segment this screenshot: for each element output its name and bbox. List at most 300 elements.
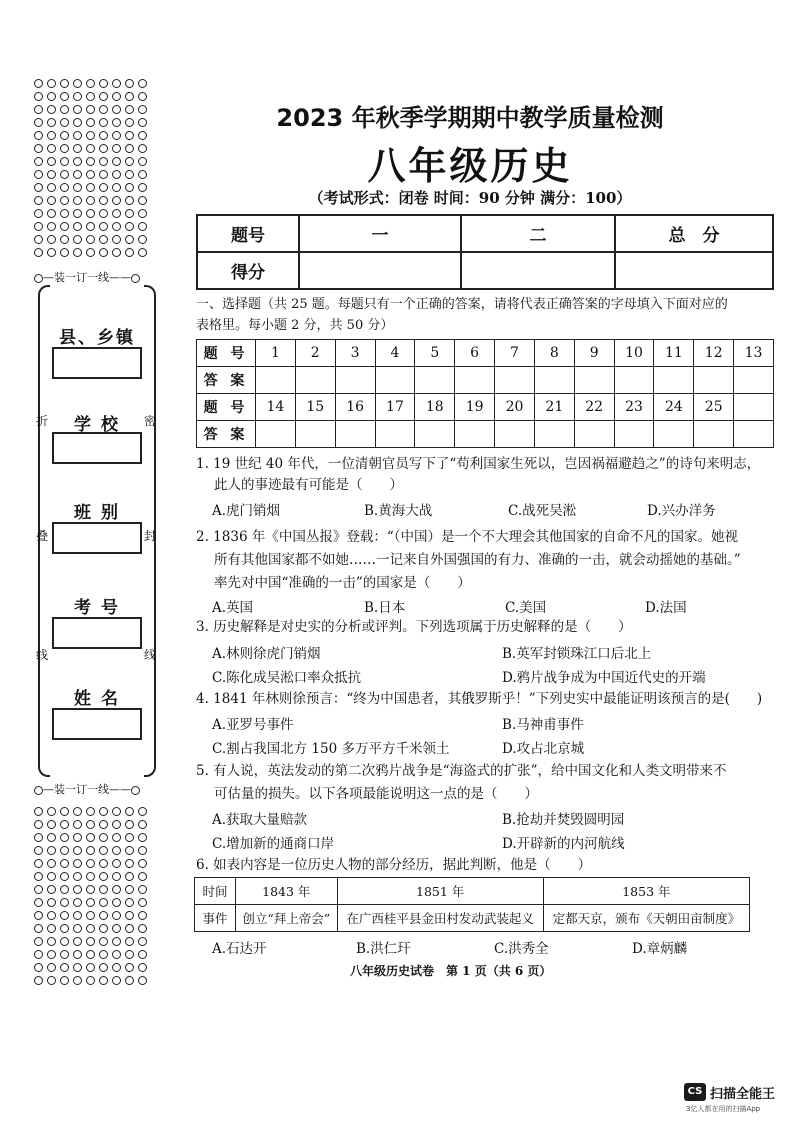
binding-dot [73,833,82,842]
score-cell-section2[interactable] [461,252,615,289]
binding-dot [112,963,121,972]
q2-option-b: B.日本 [364,600,406,616]
binding-dot [34,170,43,179]
binding-dot [47,950,56,959]
answer-cell[interactable] [534,421,574,448]
binding-dot [86,911,95,920]
field-box-name[interactable] [52,708,142,740]
binding-dot [125,859,134,868]
binding-dot [73,79,82,88]
answer-cell[interactable] [574,421,614,448]
binding-dot [138,937,147,946]
binding-dot-pattern-top [33,78,151,258]
q4-option-b: B.马神甫事件 [502,717,584,733]
binding-line-text: 装一订一线 [54,783,109,796]
binding-dot [73,872,82,881]
binding-dot [34,235,43,244]
side-char-stack: 叠 [36,529,49,543]
binding-dot [47,92,56,101]
binding-dot [125,846,134,855]
field-box-school[interactable] [52,432,142,464]
answer-cell[interactable] [614,421,654,448]
binding-dot [86,131,95,140]
exam-subject: 八年级历史 [367,143,573,188]
q1-option-d: D.兴办洋务 [647,503,716,519]
q6-option-b: B.洪仁玕 [356,941,411,957]
binding-dot [138,898,147,907]
binding-dot [34,118,43,127]
binding-dot [125,235,134,244]
binding-dot [112,976,121,985]
binding-dot [86,248,95,257]
binding-dot [34,248,43,257]
answer-cell[interactable] [574,367,614,394]
q6-option-d: D.章炳麟 [632,941,688,957]
binding-dot [138,157,147,166]
field-box-exam-number[interactable] [52,617,142,649]
field-label-county: 县、乡镇 [59,328,135,348]
q5-stem-line1: 5. 有人说，英法发动的第二次鸦片战争是“海盗式的扩张”，给中国文化和人类文明带来不 [196,763,727,779]
q1-option-a: A.虎门销烟 [212,503,281,519]
binding-dot [112,209,121,218]
q2-stem-line1: 2. 1836 年《中国丛报》登载：“（中国）是一个不大理会其他国家的自命不凡的国家。她视 [196,529,738,545]
binding-dot [99,898,108,907]
answer-cell[interactable] [694,421,734,448]
binding-dot [47,963,56,972]
binding-dot [86,209,95,218]
binding-dot [60,885,69,894]
q6-table [194,877,750,932]
binding-dot [125,183,134,192]
answer-question-number: 16 [335,394,375,421]
binding-dot [99,911,108,920]
binding-dot [47,807,56,816]
binding-dot [99,820,108,829]
section1-instruction-line2: 表格里。每小题 2 分，共 50 分） [196,318,394,333]
binding-dot [138,105,147,114]
q2-stem-line3: 率先对中国“准确的一击”的国家是（ ） [214,575,471,591]
answer-cell[interactable] [415,421,455,448]
score-cell-total[interactable] [615,252,773,289]
answer-question-number: 21 [534,394,574,421]
answer-question-number: 11 [654,340,694,367]
binding-dot [138,170,147,179]
binding-dot [47,937,56,946]
answer-table [196,339,774,448]
binding-dot [34,911,43,920]
binding-dot [125,131,134,140]
score-cell-section1[interactable] [299,252,461,289]
answer-cell[interactable] [295,367,335,394]
binding-dot [112,807,121,816]
binding-dot [112,144,121,153]
answer-question-number: 19 [455,394,495,421]
answer-cell[interactable] [694,367,734,394]
exam-title: 2023 年秋季学期期中教学质量检测 [276,104,664,132]
binding-dot [73,950,82,959]
answer-question-number: 15 [295,394,335,421]
exam-info: （考试形式：闭卷 时间：90 分钟 满分：100） [308,189,632,207]
binding-dot [86,885,95,894]
binding-dot [86,924,95,933]
binding-dot [125,820,134,829]
binding-dot [47,924,56,933]
section1-instruction-line1: 一、选择题（共 25 题。每题只有一个正确的答案，请将代表正确答案的字母填入下面对应的 [196,297,728,312]
field-box-county[interactable] [52,347,142,379]
binding-dot [47,131,56,140]
q3-option-b: B.英军封锁珠江口后北上 [502,646,652,662]
binding-dot [34,157,43,166]
answer-cell[interactable] [495,367,535,394]
binding-dot [60,196,69,205]
answer-cell[interactable] [734,367,774,394]
binding-dot [34,976,43,985]
binding-dot [34,833,43,842]
binding-dot [60,898,69,907]
binding-dot [125,196,134,205]
score-header-section1: 一 [299,215,461,252]
answer-cell[interactable] [415,367,455,394]
answer-cell[interactable] [256,421,296,448]
binding-dot [34,859,43,868]
side-char-fold: 折 [36,414,49,428]
q3-option-a: A.林则徐虎门销烟 [212,646,321,662]
binding-dot [34,885,43,894]
binding-dot [60,833,69,842]
answer-table-row [197,367,774,394]
answer-cell[interactable] [614,367,654,394]
binding-dot [73,209,82,218]
answer-question-number: 7 [495,340,535,367]
binding-dot [99,144,108,153]
answer-table-row [197,340,774,367]
binding-dot [86,105,95,114]
q6-year-1851: 1851 年 [337,878,543,905]
binding-dot [99,872,108,881]
binding-dot [112,924,121,933]
binding-line-text: 装一订一线 [54,271,109,284]
binding-dot [47,859,56,868]
binding-dot [34,872,43,881]
binding-dot [86,235,95,244]
binding-dot [60,924,69,933]
binding-dot [60,118,69,127]
binding-dot [125,924,134,933]
binding-dot [60,937,69,946]
binding-dot [138,846,147,855]
q6-option-c: C.洪秀全 [494,941,549,957]
binding-dot [125,105,134,114]
binding-dot [138,144,147,153]
binding-dot [86,898,95,907]
binding-dot [86,859,95,868]
binding-dot [138,859,147,868]
binding-line-top: —装一订一线—— [34,269,152,285]
binding-dot [34,209,43,218]
binding-dot [60,859,69,868]
answer-cell[interactable] [734,421,774,448]
binding-dot [138,79,147,88]
answer-cell[interactable] [295,421,335,448]
binding-dot [60,807,69,816]
binding-dot [112,170,121,179]
binding-dot [99,209,108,218]
binding-dot [99,846,108,855]
answer-question-number: 4 [375,340,415,367]
binding-dot [86,963,95,972]
side-char-line-right: 线 [144,648,157,662]
binding-dot [125,976,134,985]
binding-dot [60,131,69,140]
answer-cell[interactable] [495,421,535,448]
answer-question-number: 20 [495,394,535,421]
binding-dot [47,170,56,179]
binding-dot [60,820,69,829]
binding-dot [99,235,108,244]
binding-dot [34,196,43,205]
answer-row-answer-label: 答 案 [197,421,256,448]
binding-dot [125,222,134,231]
binding-dot [125,937,134,946]
q5-option-d: D.开辟新的内河航线 [502,836,625,852]
answer-cell[interactable] [335,367,375,394]
q6-event-1853: 定都天京，颁布《天朝田亩制度》 [543,905,749,932]
answer-cell[interactable] [256,367,296,394]
binding-dot [86,846,95,855]
binding-dot [138,963,147,972]
binding-dot [47,911,56,920]
binding-dot [112,157,121,166]
binding-dot-pattern-bottom [33,806,151,986]
binding-dot [60,222,69,231]
binding-dot [73,118,82,127]
binding-dot [34,105,43,114]
q3-option-c: C.陈化成吴淞口率众抵抗 [212,670,362,686]
answer-cell[interactable] [335,421,375,448]
binding-dot [34,924,43,933]
binding-dot [112,885,121,894]
binding-dot [60,235,69,244]
binding-dot [138,820,147,829]
binding-dot [86,820,95,829]
binding-dot [112,131,121,140]
answer-table-row [197,421,774,448]
binding-dot [125,209,134,218]
binding-dot [112,846,121,855]
binding-dot [73,911,82,920]
binding-dot [112,235,121,244]
binding-dot [138,183,147,192]
q4-option-a: A.亚罗号事件 [212,717,294,733]
binding-dot [73,859,82,868]
binding-dot [86,157,95,166]
score-header-number: 题号 [197,215,299,252]
camscanner-name: 扫描全能王 [710,1087,776,1102]
q6-stem: 6. 如表内容是一位历史人物的部分经历，据此判断，他是（ ） [196,857,592,873]
binding-dot [34,898,43,907]
binding-dot [34,846,43,855]
binding-dot [99,807,108,816]
binding-dot [47,157,56,166]
answer-cell[interactable] [455,421,495,448]
binding-dot [138,924,147,933]
binding-dot [99,248,108,257]
binding-dot [112,183,121,192]
binding-dot [125,79,134,88]
binding-dot [60,976,69,985]
binding-dot [86,170,95,179]
score-header-total: 总 分 [615,215,773,252]
side-char-line-left: 线 [36,648,49,662]
binding-dot [47,872,56,881]
binding-dot [47,820,56,829]
field-label-name: 姓 名 [74,689,120,709]
binding-dot [47,235,56,244]
answer-question-number: 3 [335,340,375,367]
binding-dot [125,872,134,881]
binding-dot [112,196,121,205]
answer-cell[interactable] [455,367,495,394]
binding-dot [99,157,108,166]
answer-question-number: 9 [574,340,614,367]
binding-dot [60,911,69,920]
binding-dot [73,976,82,985]
answer-cell[interactable] [534,367,574,394]
answer-question-number: 12 [694,340,734,367]
q4-option-c: C.割占我国北方 150 多万平方千米领土 [212,741,450,757]
binding-dot [125,950,134,959]
binding-dot [73,937,82,946]
binding-dot [34,222,43,231]
binding-dot [73,248,82,257]
binding-dot [99,833,108,842]
binding-dot [125,898,134,907]
binding-dot [60,79,69,88]
binding-dot [34,807,43,816]
binding-dot [99,976,108,985]
score-header-section2: 二 [461,215,615,252]
binding-dot [86,833,95,842]
binding-dot [34,183,43,192]
binding-dot [47,118,56,127]
binding-dot [86,807,95,816]
binding-dot [125,157,134,166]
binding-dot [60,872,69,881]
binding-dot [73,235,82,244]
q1-option-c: C.战死吴淞 [508,503,577,519]
binding-dot [34,820,43,829]
binding-dot [99,170,108,179]
answer-cell[interactable] [654,421,694,448]
field-label-exam-number: 考 号 [74,598,120,618]
binding-dot [73,105,82,114]
binding-dot [99,183,108,192]
binding-dot [112,872,121,881]
binding-dot [47,79,56,88]
binding-dot [112,105,121,114]
q1-stem-line2: 此人的事迹最有可能是（ ） [214,477,403,493]
binding-dot [34,131,43,140]
answer-question-number: 25 [694,394,734,421]
q4-option-d: D.攻占北京城 [502,741,585,757]
binding-dot [86,222,95,231]
binding-dot [73,885,82,894]
camscanner-tagline: 3亿人都在用的扫描App [686,1105,761,1113]
answer-question-number: 6 [455,340,495,367]
page-footer: 八年级历史试卷 第 1 页（共 6 页） [350,964,552,978]
binding-line-bottom: —装一订一线—— [34,781,152,797]
binding-dot [47,105,56,114]
q6-event-1843: 创立“拜上帝会” [236,905,338,932]
q6-year-1853: 1853 年 [543,878,749,905]
field-box-class[interactable] [52,522,142,554]
binding-dot [112,911,121,920]
q5-option-c: C.增加新的通商口岸 [212,836,335,852]
binding-dot [125,170,134,179]
binding-dot [34,950,43,959]
binding-dot [73,807,82,816]
binding-dot [99,118,108,127]
binding-dot [47,183,56,192]
binding-dot [34,79,43,88]
q5-stem-line2: 可估量的损失。以下各项最能说明这一点的是（ ） [214,786,538,802]
answer-cell[interactable] [654,367,694,394]
binding-dot [138,131,147,140]
binding-dot [125,118,134,127]
answer-question-number: 17 [375,394,415,421]
binding-dot [60,105,69,114]
answer-row-answer-label: 答 案 [197,367,256,394]
binding-dot [125,833,134,842]
binding-dot [112,937,121,946]
binding-dot [112,92,121,101]
binding-dot [47,248,56,257]
binding-dot [138,911,147,920]
binding-dot [60,846,69,855]
binding-dot [73,131,82,140]
binding-dot [73,196,82,205]
binding-dot [47,209,56,218]
binding-dot [60,248,69,257]
answer-cell[interactable] [375,421,415,448]
binding-dot [86,118,95,127]
binding-dot [60,183,69,192]
binding-dot [99,196,108,205]
binding-dot [47,144,56,153]
binding-dot [73,963,82,972]
binding-dot [112,859,121,868]
binding-dot [112,820,121,829]
binding-dot [138,196,147,205]
answer-cell[interactable] [375,367,415,394]
binding-dot [34,937,43,946]
binding-dot [86,937,95,946]
q2-stem-line2: 所有其他国家都不如她……一记来自外国强国的有力、准确的一击，就会动摇她的基础。” [214,552,741,568]
q2-option-a: A.英国 [212,600,254,616]
binding-dot [47,833,56,842]
binding-dot [99,885,108,894]
binding-dot [138,950,147,959]
side-char-seal: 封 [144,529,157,543]
answer-question-number: 2 [295,340,335,367]
q2-option-c: C.美国 [505,600,547,616]
score-row-label: 得分 [197,252,299,289]
binding-dot [112,118,121,127]
q1-option-b: B.黄海大战 [364,503,433,519]
binding-dot [73,157,82,166]
score-table [196,214,774,290]
field-label-school: 学 校 [74,415,120,435]
